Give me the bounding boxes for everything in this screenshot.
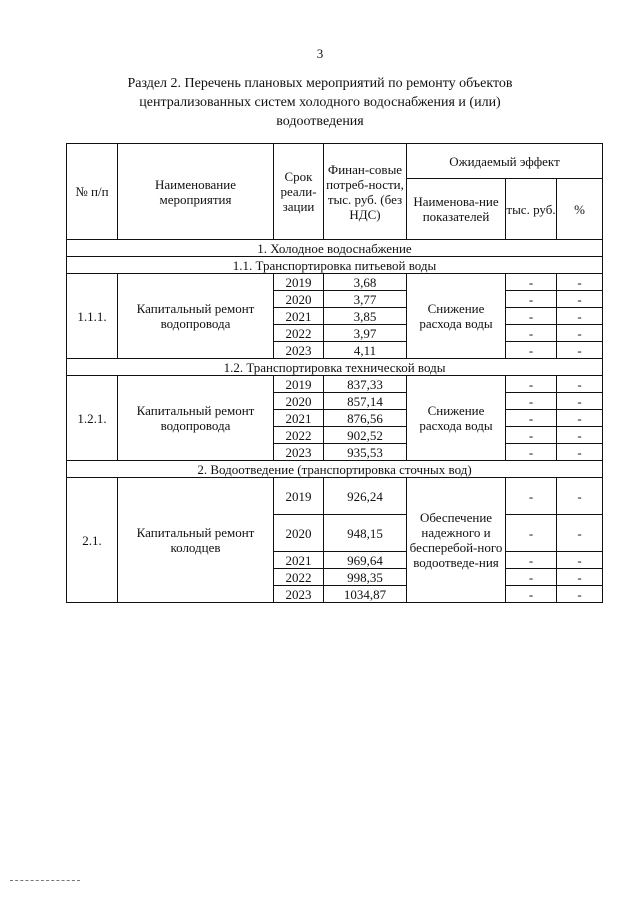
header-term: Срок реали-зации (274, 144, 324, 240)
table-header-row (67, 144, 603, 179)
amount-cell: 935,53 (324, 444, 407, 461)
effect-percent-value: - (557, 427, 603, 444)
header-indicator: Наименова-ние показателей (407, 179, 506, 240)
section-row (67, 461, 603, 478)
measures-table (66, 143, 603, 603)
effect-percent-value: - (557, 444, 603, 461)
effect-percent-value: - (557, 478, 603, 515)
indicator-name: Снижение расхода воды (407, 376, 506, 461)
header-finance: Финан-совые потреб-ности, тыс. руб. (без НДС) (324, 144, 407, 240)
header-name: Наименование мероприятия (118, 144, 274, 240)
effect-thousand-value: - (506, 586, 557, 603)
effect-thousand-value: - (506, 569, 557, 586)
amount-cell: 857,14 (324, 393, 407, 410)
section-title: 1. Холодное водоснабжение (67, 240, 603, 257)
effect-thousand-value: - (506, 427, 557, 444)
measure-name: Капитальный ремонт водопровода (118, 274, 274, 359)
amount-cell: 3,97 (324, 325, 407, 342)
effect-percent-value: - (557, 325, 603, 342)
year-cell: 2021 (274, 410, 324, 427)
year-cell: 2020 (274, 291, 324, 308)
page-number: 3 (316, 46, 324, 61)
measure-name: Капитальный ремонт колодцев (118, 478, 274, 603)
amount-cell: 902,52 (324, 427, 407, 444)
effect-thousand-value: - (506, 376, 557, 393)
heading-line: централизованных систем холодного водоснабжения и (или) (139, 95, 501, 110)
amount-cell: 876,56 (324, 410, 407, 427)
effect-percent-value: - (557, 515, 603, 552)
year-cell: 2019 (274, 376, 324, 393)
header-num: № п/п (67, 144, 118, 240)
effect-thousand-value: - (506, 342, 557, 359)
amount-cell: 1034,87 (324, 586, 407, 603)
amount-cell: 926,24 (324, 478, 407, 515)
effect-percent-value: - (557, 308, 603, 325)
amount-cell: 948,15 (324, 515, 407, 552)
effect-thousand-value: - (506, 444, 557, 461)
effect-percent-value: - (557, 569, 603, 586)
header-thousand: тыс. руб. (506, 179, 557, 240)
table-row (67, 274, 603, 291)
year-cell: 2021 (274, 308, 324, 325)
indicator-name: Снижение расхода воды (407, 274, 506, 359)
heading-line: Раздел 2. Перечень плановых мероприятий по ремонту объектов (127, 76, 513, 91)
year-cell: 2022 (274, 325, 324, 342)
row-number: 1.2.1. (67, 376, 118, 461)
header-percent: % (557, 179, 603, 240)
effect-percent-value: - (557, 274, 603, 291)
amount-cell: 3,77 (324, 291, 407, 308)
effect-thousand-value: - (506, 291, 557, 308)
section-title: 2. Водоотведение (транспортировка сточных вод) (67, 461, 603, 478)
effect-thousand-value: - (506, 515, 557, 552)
effect-thousand-value: - (506, 274, 557, 291)
section-heading (90, 74, 550, 131)
year-cell: 2023 (274, 586, 324, 603)
section-row (67, 240, 603, 257)
effect-thousand-value: - (506, 325, 557, 342)
amount-cell: 837,33 (324, 376, 407, 393)
amount-cell: 969,64 (324, 552, 407, 569)
amount-cell: 4,11 (324, 342, 407, 359)
effect-percent-value: - (557, 291, 603, 308)
year-cell: 2023 (274, 444, 324, 461)
effect-thousand-value: - (506, 478, 557, 515)
year-cell: 2021 (274, 552, 324, 569)
row-number: 2.1. (67, 478, 118, 603)
header-effect: Ожидаемый эффект (407, 144, 603, 179)
effect-percent-value: - (557, 586, 603, 603)
section-row (67, 359, 603, 376)
measure-name: Капитальный ремонт водопровода (118, 376, 274, 461)
year-cell: 2023 (274, 342, 324, 359)
effect-percent-value: - (557, 410, 603, 427)
section-title: 1.1. Транспортировка питьевой воды (67, 257, 603, 274)
heading-line: водоотведения (276, 114, 364, 129)
effect-percent-value: - (557, 376, 603, 393)
effect-thousand-value: - (506, 393, 557, 410)
year-cell: 2019 (274, 274, 324, 291)
year-cell: 2019 (274, 478, 324, 515)
effect-thousand-value: - (506, 308, 557, 325)
effect-thousand-value: - (506, 552, 557, 569)
effect-thousand-value: - (506, 410, 557, 427)
year-cell: 2020 (274, 515, 324, 552)
indicator-name: Обеспечение надежного и бесперебой-ного водоотведе-ния (407, 478, 506, 603)
effect-percent-value: - (557, 393, 603, 410)
section-title: 1.2. Транспортировка технической воды (67, 359, 603, 376)
table-row (67, 376, 603, 393)
section-row (67, 257, 603, 274)
table-row (67, 478, 603, 515)
year-cell: 2020 (274, 393, 324, 410)
row-number: 1.1.1. (67, 274, 118, 359)
year-cell: 2022 (274, 427, 324, 444)
amount-cell: 3,68 (324, 274, 407, 291)
footer-mark (10, 880, 80, 883)
effect-percent-value: - (557, 342, 603, 359)
amount-cell: 998,35 (324, 569, 407, 586)
amount-cell: 3,85 (324, 308, 407, 325)
year-cell: 2022 (274, 569, 324, 586)
effect-percent-value: - (557, 552, 603, 569)
